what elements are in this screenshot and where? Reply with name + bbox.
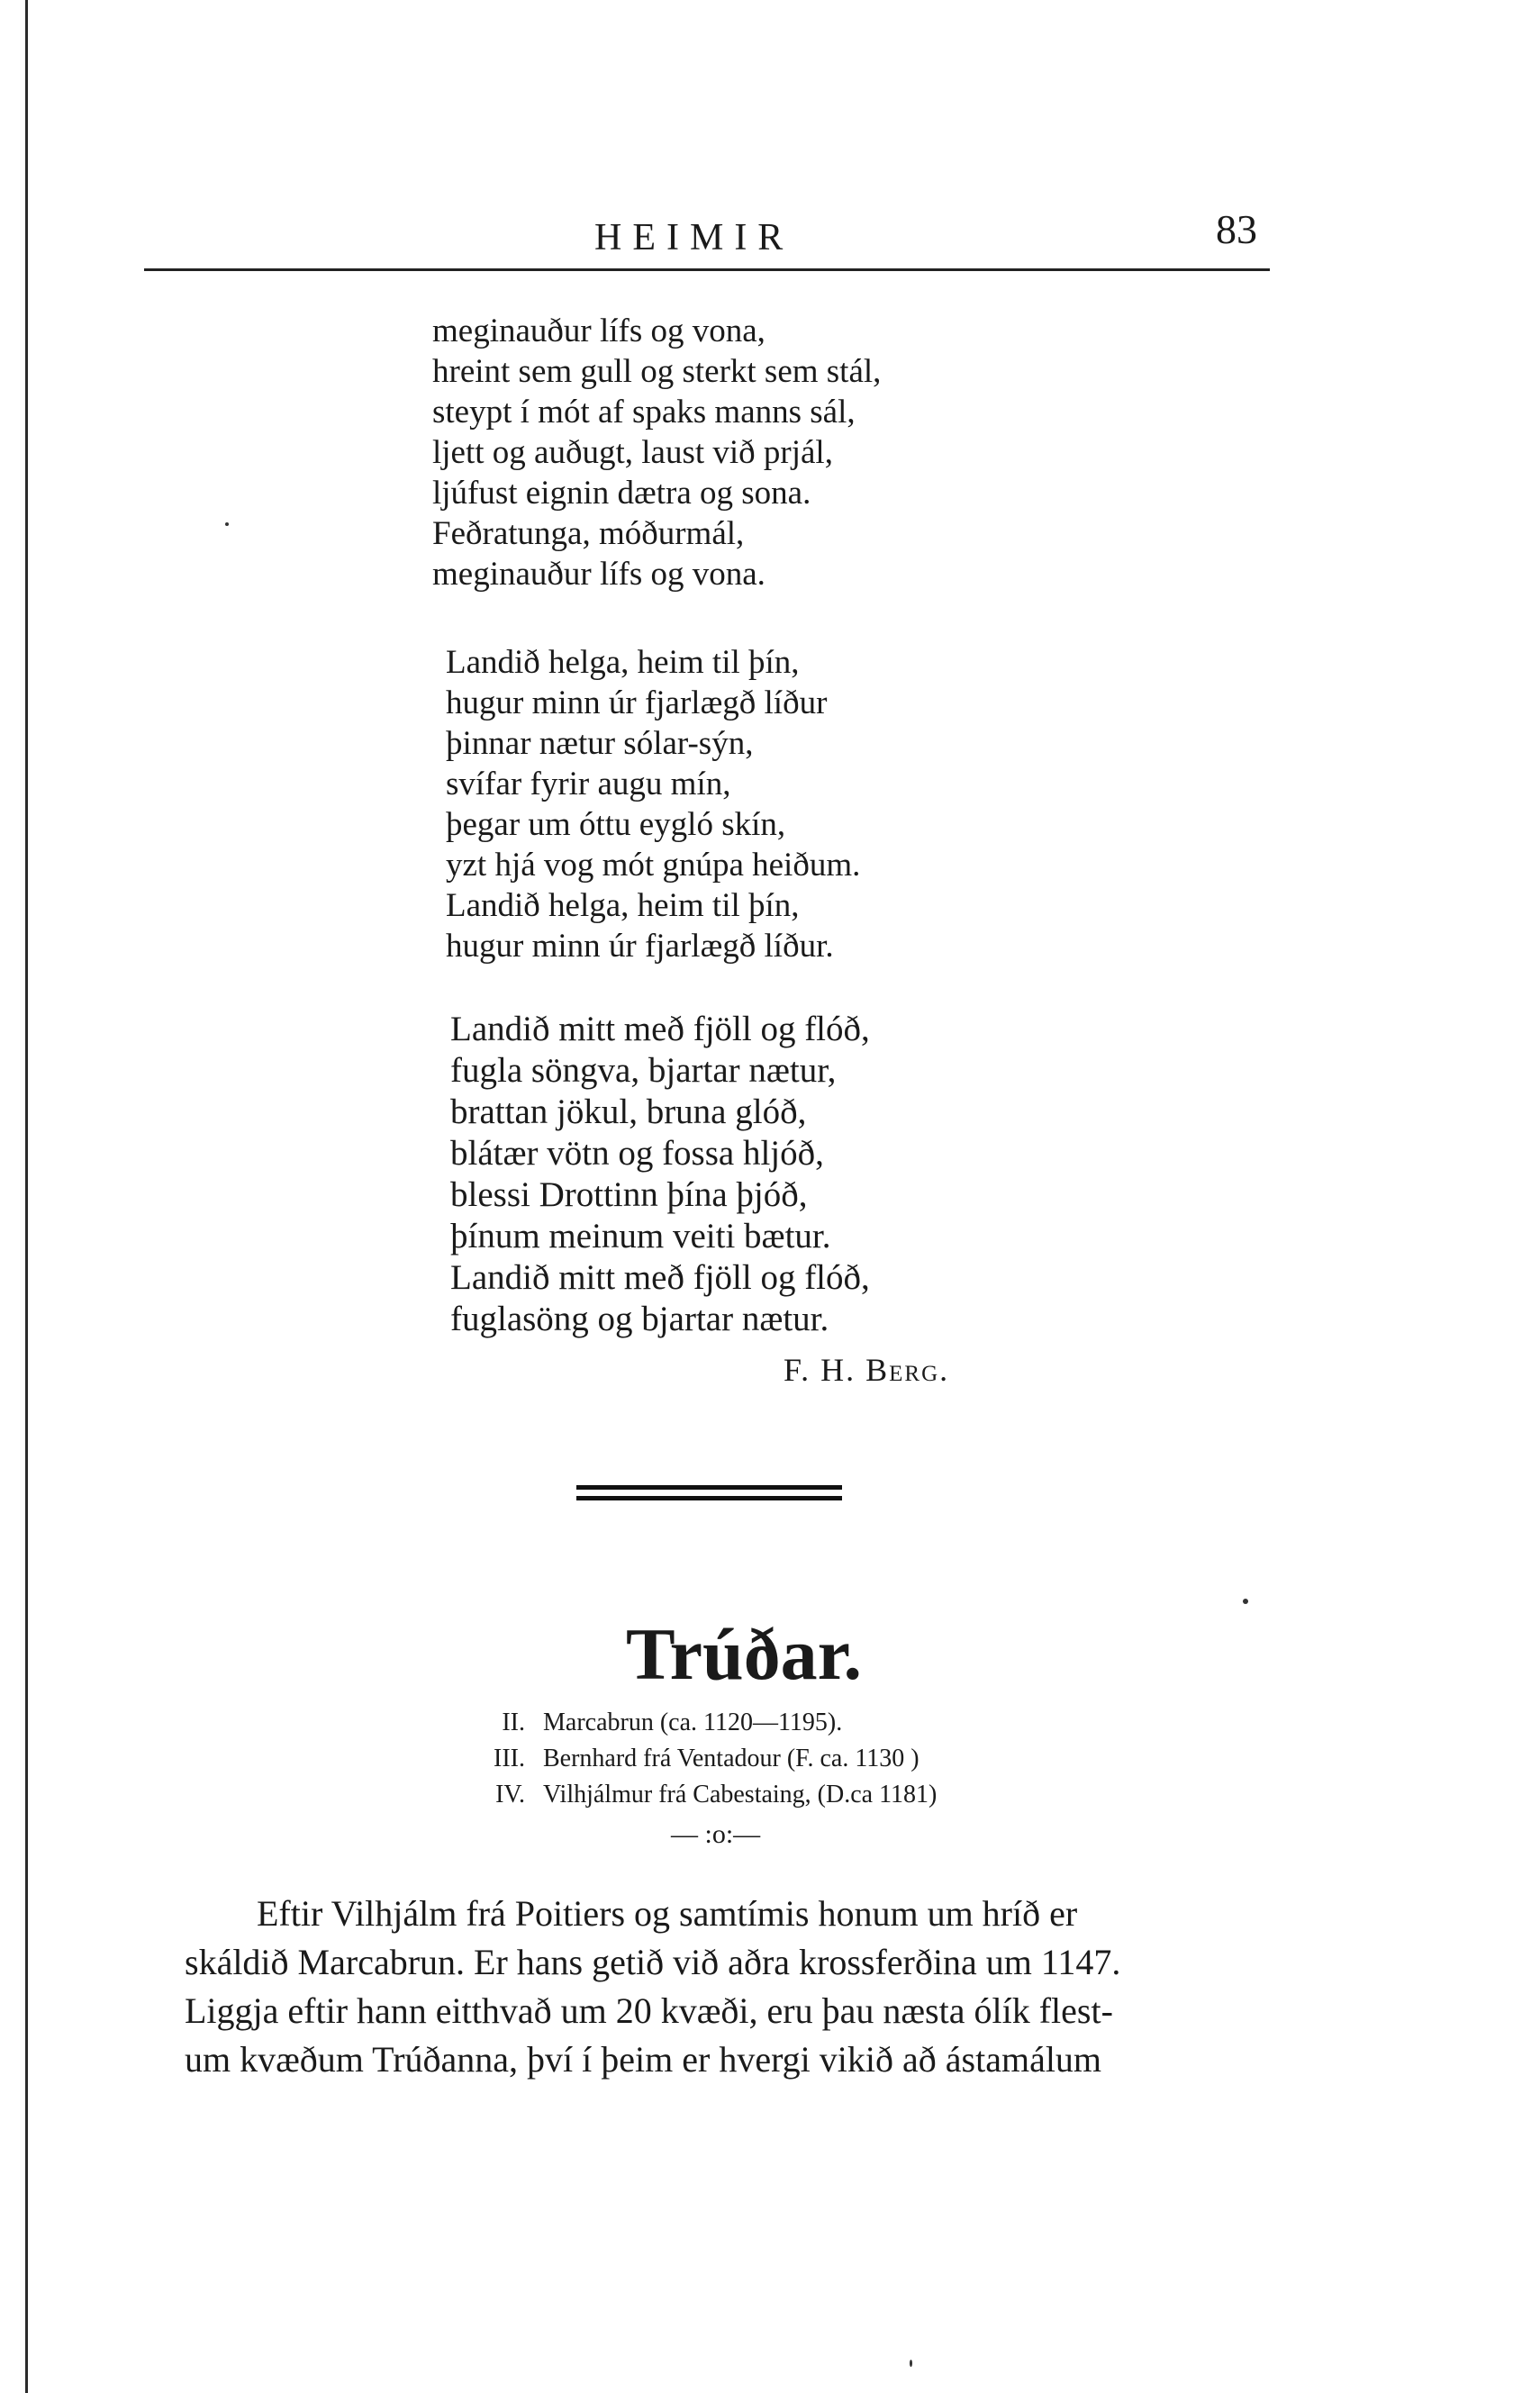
section-separator-mark: — :o:— bbox=[671, 1819, 761, 1849]
poem-line: meginauður lífs og vona. bbox=[432, 556, 765, 593]
poem-line: þínum meinum veiti bætur. bbox=[450, 1217, 831, 1255]
contents-item-text: Marcabrun (ca. 1120—1195). bbox=[543, 1709, 843, 1736]
poem-line: Landið helga, heim til þín, bbox=[446, 887, 800, 924]
poem-line: fuglasöng og bjartar nætur. bbox=[450, 1300, 829, 1338]
poem-line: Feðratunga, móðurmál, bbox=[432, 515, 745, 552]
contents-item bbox=[455, 1705, 937, 1741]
poem-line: þinnar nætur sólar-sýn, bbox=[446, 725, 754, 762]
poem-line: steypt í mót af spaks manns sál, bbox=[432, 394, 856, 431]
poem-line: fugla söngva, bjartar nætur, bbox=[450, 1051, 837, 1090]
poem-line: ljett og auðugt, laust við prjál, bbox=[432, 434, 833, 471]
running-title: HEIMIR bbox=[594, 217, 794, 258]
poem-signature: F. H. Berg. bbox=[784, 1352, 950, 1388]
poem-line: blessi Drottinn þína þjóð, bbox=[450, 1175, 808, 1214]
body-line: Liggja eftir hann eitthvað um 20 kvæði, eru þau næsta ólík flest- bbox=[185, 1990, 1113, 2031]
page-number: 83 bbox=[1216, 206, 1257, 252]
poem-line: brattan jökul, bruna glóð, bbox=[450, 1092, 807, 1131]
body-line: um kvæðum Trúðanna, því í þeim er hvergi vikið að ástamálum bbox=[185, 2039, 1102, 2080]
contents-item-number: III. bbox=[494, 1745, 525, 1772]
poem-line: yzt hjá vog mót gnúpa heiðum. bbox=[446, 847, 861, 884]
print-speck bbox=[1243, 1599, 1248, 1604]
poem-line: Landið helga, heim til þín, bbox=[446, 644, 800, 681]
contents-item-number: IV. bbox=[495, 1781, 525, 1808]
header-rule bbox=[144, 268, 1270, 271]
body-line: Eftir Vilhjálm frá Poitiers og samtímis honum um hríð er bbox=[257, 1893, 1078, 1934]
contents-item-text: Bernhard frá Ventadour (F. ca. 1130 ) bbox=[543, 1745, 919, 1772]
poem-line: Landið mitt með fjöll og flóð, bbox=[450, 1258, 870, 1297]
poem-stanza-1 bbox=[432, 311, 1117, 594]
section-divider-upper bbox=[576, 1485, 842, 1490]
poem-line: blátær vötn og fossa hljóð, bbox=[450, 1134, 824, 1173]
poem-line: meginauður lífs og vona, bbox=[432, 313, 765, 349]
contents-item bbox=[455, 1777, 937, 1813]
section-title: Trúðar. bbox=[626, 1613, 862, 1695]
poem-stanza-3 bbox=[450, 1009, 1135, 1340]
body-paragraph bbox=[185, 1890, 1319, 2084]
print-speck bbox=[225, 522, 229, 526]
poem-line: svífar fyrir augu mín, bbox=[446, 766, 731, 802]
poem-stanza-2 bbox=[446, 642, 1130, 966]
page-left-edge bbox=[25, 0, 28, 2393]
section-contents bbox=[455, 1705, 937, 1813]
poem-line: hreint sem gull og sterkt sem stál, bbox=[432, 353, 882, 390]
contents-item-number: II. bbox=[502, 1709, 525, 1736]
body-line: skáldið Marcabrun. Er hans getið við aðra krossferðina um 1147. bbox=[185, 1942, 1121, 1982]
poem-line: þegar um óttu eygló skín, bbox=[446, 806, 786, 843]
poem-line: Landið mitt með fjöll og flóð, bbox=[450, 1010, 870, 1048]
poem-line: ljúfust eignin dætra og sona. bbox=[432, 475, 811, 512]
poem-line: hugur minn úr fjarlægð líður. bbox=[446, 928, 834, 965]
section-divider-lower bbox=[576, 1496, 842, 1500]
poem-line: hugur minn úr fjarlægð líður bbox=[446, 684, 828, 721]
print-speck bbox=[910, 2360, 912, 2367]
contents-item bbox=[455, 1741, 937, 1777]
contents-item-text: Vilhjálmur frá Cabestaing, (D.ca 1181) bbox=[543, 1781, 938, 1808]
